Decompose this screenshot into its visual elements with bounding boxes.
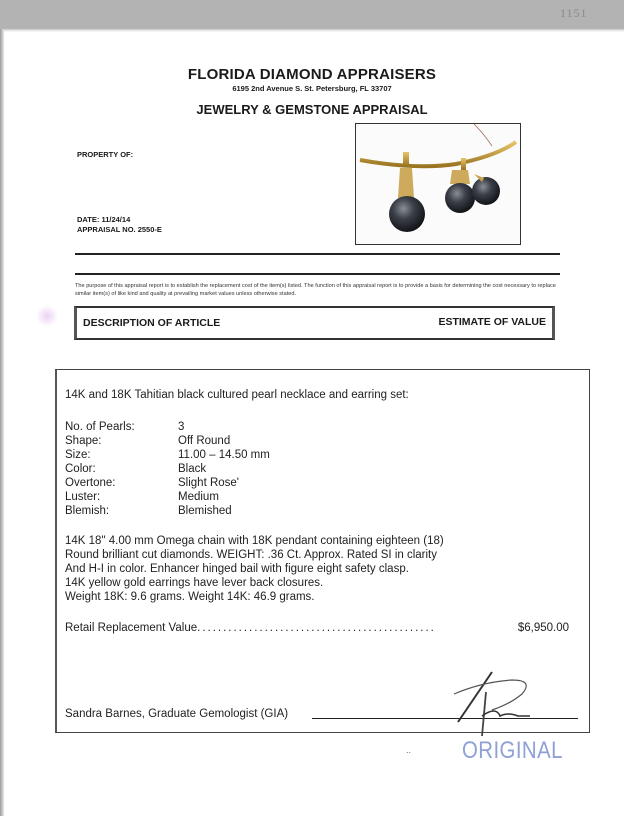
property-of-label: PROPERTY OF: <box>77 150 134 159</box>
company-name: FLORIDA DIAMOND APPRAISERS <box>187 66 437 83</box>
disclaimer-text: The purpose of this appraisal report is to establish the replacement cost of the item(s) listed. The function of this appraisal report is to provide a basis for determining the cost necessary to replace similar item(s) of like kind and quality at prevailing market values unless otherwise stated. <box>75 283 556 297</box>
scan-edge-shadow <box>0 29 624 32</box>
appraisal-number-value: 2550-E <box>137 225 162 234</box>
pearl-jewelry-image <box>356 124 520 244</box>
scan-top-band <box>0 0 624 29</box>
scan-left-edge <box>0 29 4 816</box>
spec-label: Shape: <box>65 435 102 447</box>
dot-leader: . . . . . . . . . . . . . . . . . . . . . . . . . . . . . . . . . . . . . . . . . . . . . . <box>197 622 434 634</box>
description-line: Round brilliant cut diamonds. WEIGHT: .36 Ct. Approx. Rated SI in clarity <box>65 549 437 561</box>
retail-value-amount: $6,950.00 <box>517 622 569 634</box>
appraisal-details-box <box>55 369 590 733</box>
appraisal-number-label: APPRAISAL NO. <box>77 225 136 234</box>
column-header-box <box>74 306 555 340</box>
retail-value-row <box>65 622 433 634</box>
description-column-header: DESCRIPTION OF ARTICLE <box>83 317 221 329</box>
spec-label: Size: <box>65 449 91 461</box>
retail-value-label: Retail Replacement Value <box>65 622 198 634</box>
divider-line <box>75 253 560 255</box>
date-field <box>77 215 130 224</box>
document-title: JEWELRY & GEMSTONE APPRAISAL <box>196 102 428 117</box>
date-value: 11/24/14 <box>101 215 131 224</box>
spec-value: Medium <box>178 491 219 503</box>
scan-mark: .. <box>406 745 412 755</box>
appraiser-name: Sandra Barnes, Graduate Gemologist (GIA) <box>65 708 289 720</box>
scan-smudge <box>36 305 58 327</box>
spec-label: Blemish: <box>65 505 110 517</box>
appraisal-number-field <box>77 225 162 234</box>
spec-label: Luster: <box>65 491 101 503</box>
description-line: 14K 18" 4.00 mm Omega chain with 18K pendant containing eighteen (18) <box>65 535 444 547</box>
divider-line <box>75 273 560 275</box>
original-stamp: ORIGINAL <box>462 737 563 764</box>
company-address: 6195 2nd Avenue S. St. Petersburg, FL 33707 <box>232 84 392 93</box>
page-number: 1151 <box>560 6 588 20</box>
spec-label: Color: <box>65 463 96 475</box>
item-heading: 14K and 18K Tahitian black cultured pearl necklace and earring set: <box>65 389 409 401</box>
spec-value: 11.00 – 14.50 mm <box>178 449 270 461</box>
spec-value: 3 <box>178 421 185 433</box>
description-line: 14K yellow gold earrings have lever back closures. <box>65 577 324 589</box>
spec-label: No. of Pearls: <box>65 421 135 433</box>
spec-value: Black <box>178 463 207 475</box>
spec-value: Slight Rose' <box>178 477 240 489</box>
description-line: And H-I in color. Enhancer hinged bail with figure eight safety clasp. <box>65 563 409 575</box>
description-line: Weight 18K: 9.6 grams. Weight 14K: 46.9 grams. <box>65 591 315 603</box>
jewelry-photo <box>355 123 521 245</box>
spec-value: Off Round <box>178 435 231 447</box>
estimate-column-header: ESTIMATE OF VALUE <box>438 316 546 328</box>
signature-scribble <box>452 670 542 740</box>
date-label: DATE: <box>77 215 100 224</box>
spec-label: Overtone: <box>65 477 116 489</box>
spec-value: Blemished <box>178 505 232 517</box>
